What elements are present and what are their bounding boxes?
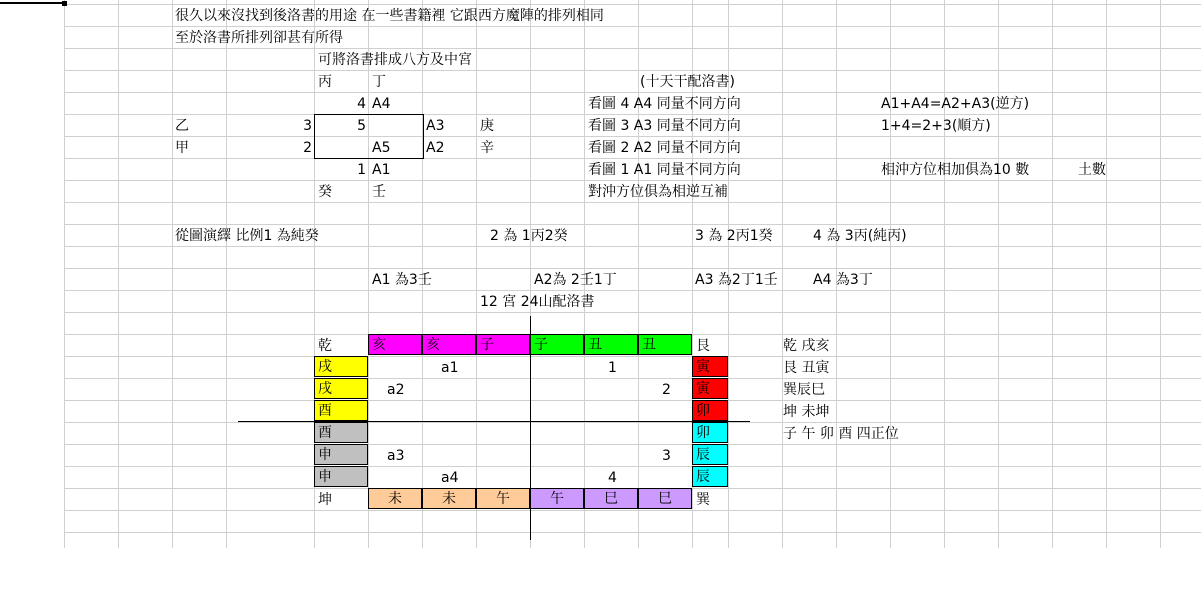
top-cell-hai-1: 亥 — [368, 334, 422, 355]
square-num-5: 5 — [357, 118, 366, 134]
bottom-cell-si-1: 巳 — [584, 488, 638, 509]
formula-4: 土數 — [1078, 162, 1106, 178]
notes-line-2: 看圖 3 A3 同量不同方向 — [588, 118, 741, 134]
inner-a3: a3 — [387, 448, 405, 464]
square-box-border — [314, 114, 424, 159]
corner-qian: 乾 — [318, 338, 332, 354]
legend-4: 坤 未坤 — [783, 404, 830, 420]
legend-3: 巽辰巳 — [783, 382, 825, 398]
left-cell-you-2: 酉 — [314, 422, 368, 443]
square-a3: A3 — [426, 118, 445, 134]
left-cell-you-1: 酉 — [314, 400, 368, 421]
stem-xin: 辛 — [480, 140, 494, 156]
square-num-4: 4 — [357, 96, 366, 112]
derive-a4: A4 為3丁 — [813, 272, 873, 288]
intro-line-2: 至於洛書所排列卻甚有所得 — [175, 30, 343, 46]
left-cell-shen-2: 申 — [314, 466, 368, 487]
intro-line-1: 很久以來沒找到後洛書的用途 在一些書籍裡 它跟西方魔陣的排列相同 — [175, 8, 604, 24]
notes-line-5: 對沖方位俱為相逆互補 — [588, 184, 728, 200]
square-a1: A1 — [372, 162, 391, 178]
chart-subtitle: 12 宮 24山配洛書 — [480, 294, 595, 310]
inner-a4: a4 — [441, 470, 459, 486]
top-cell-chou-2: 丑 — [638, 334, 692, 355]
intro-line-3: 可將洛書排成八方及中宮 — [318, 52, 472, 68]
square-a5: A5 — [372, 140, 391, 156]
bottom-cell-wei-1: 未 — [368, 488, 422, 509]
chart-vertical-axis — [530, 316, 531, 540]
derive-a1: A1 為3壬 — [372, 272, 432, 288]
selected-cell-border — [0, 0, 64, 4]
inner-4: 4 — [608, 470, 617, 486]
stem-yi: 乙 — [175, 118, 189, 134]
square-num-3: 3 — [303, 118, 312, 134]
inner-1: 1 — [608, 360, 617, 376]
right-cell-mao-1: 卯 — [692, 400, 728, 421]
stem-ren: 壬 — [372, 184, 386, 200]
bottom-cell-wu-1: 午 — [476, 488, 530, 509]
bottom-cell-wei-2: 未 — [422, 488, 476, 509]
inner-a1: a1 — [441, 360, 459, 376]
right-cell-yin-2: 寅 — [692, 378, 728, 399]
derive-3: 3 為 2丙1癸 — [695, 228, 773, 244]
derive-a3: A3 為2丁1壬 — [695, 272, 778, 288]
top-cell-zi-1: 子 — [476, 334, 530, 355]
notes-title: (十天干配洛書) — [640, 74, 735, 90]
formula-1: A1+A4=A2+A3(逆方) — [881, 96, 1030, 112]
right-cell-chen-2: 辰 — [692, 466, 728, 487]
stem-bing: 丙 — [318, 74, 332, 90]
bottom-cell-si-2: 巳 — [638, 488, 692, 509]
notes-line-3: 看圖 2 A2 同量不同方向 — [588, 140, 741, 156]
left-cell-xu-1: 戌 — [314, 356, 368, 377]
top-cell-chou-1: 丑 — [584, 334, 638, 355]
stem-ding: 丁 — [372, 74, 386, 90]
inner-a2: a2 — [387, 382, 405, 398]
right-cell-chen-1: 辰 — [692, 444, 728, 465]
fill-handle[interactable] — [62, 1, 67, 6]
corner-xun: 巽 — [696, 492, 710, 508]
formula-2: 1+4=2+3(順方) — [881, 118, 991, 134]
derive-2: 2 為 1丙2癸 — [490, 228, 568, 244]
legend-1: 乾 戌亥 — [783, 338, 830, 354]
stem-jia: 甲 — [175, 140, 189, 156]
formula-3: 相沖方位相加俱為10 數 — [881, 162, 1030, 178]
stem-gui: 癸 — [318, 184, 332, 200]
legend-5: 子 午 卯 酉 四正位 — [783, 426, 899, 442]
corner-kun: 坤 — [318, 492, 332, 508]
left-cell-xu-2: 戌 — [314, 378, 368, 399]
square-a4: A4 — [372, 96, 391, 112]
derive-1: 從圖演繹 比例1 為純癸 — [175, 228, 319, 244]
top-cell-hai-2: 亥 — [422, 334, 476, 355]
inner-3: 3 — [662, 448, 671, 464]
inner-2: 2 — [662, 382, 671, 398]
right-cell-mao-2: 卯 — [692, 422, 728, 443]
chart-horizontal-axis — [238, 421, 750, 422]
square-num-2: 2 — [303, 140, 312, 156]
notes-line-1: 看圖 4 A4 同量不同方向 — [588, 96, 741, 112]
top-cell-zi-2: 子 — [530, 334, 584, 355]
corner-gen: 艮 — [696, 338, 710, 354]
left-cell-shen-1: 申 — [314, 444, 368, 465]
bottom-cell-wu-2: 午 — [530, 488, 584, 509]
notes-line-4: 看圖 1 A1 同量不同方向 — [588, 162, 741, 178]
right-cell-yin-1: 寅 — [692, 356, 728, 377]
derive-a2: A2為 2壬1丁 — [534, 272, 617, 288]
square-num-1: 1 — [357, 162, 366, 178]
square-a2: A2 — [426, 140, 445, 156]
stem-geng: 庚 — [480, 118, 494, 134]
legend-2: 艮 丑寅 — [783, 360, 830, 376]
derive-4: 4 為 3丙(純丙) — [813, 228, 907, 244]
